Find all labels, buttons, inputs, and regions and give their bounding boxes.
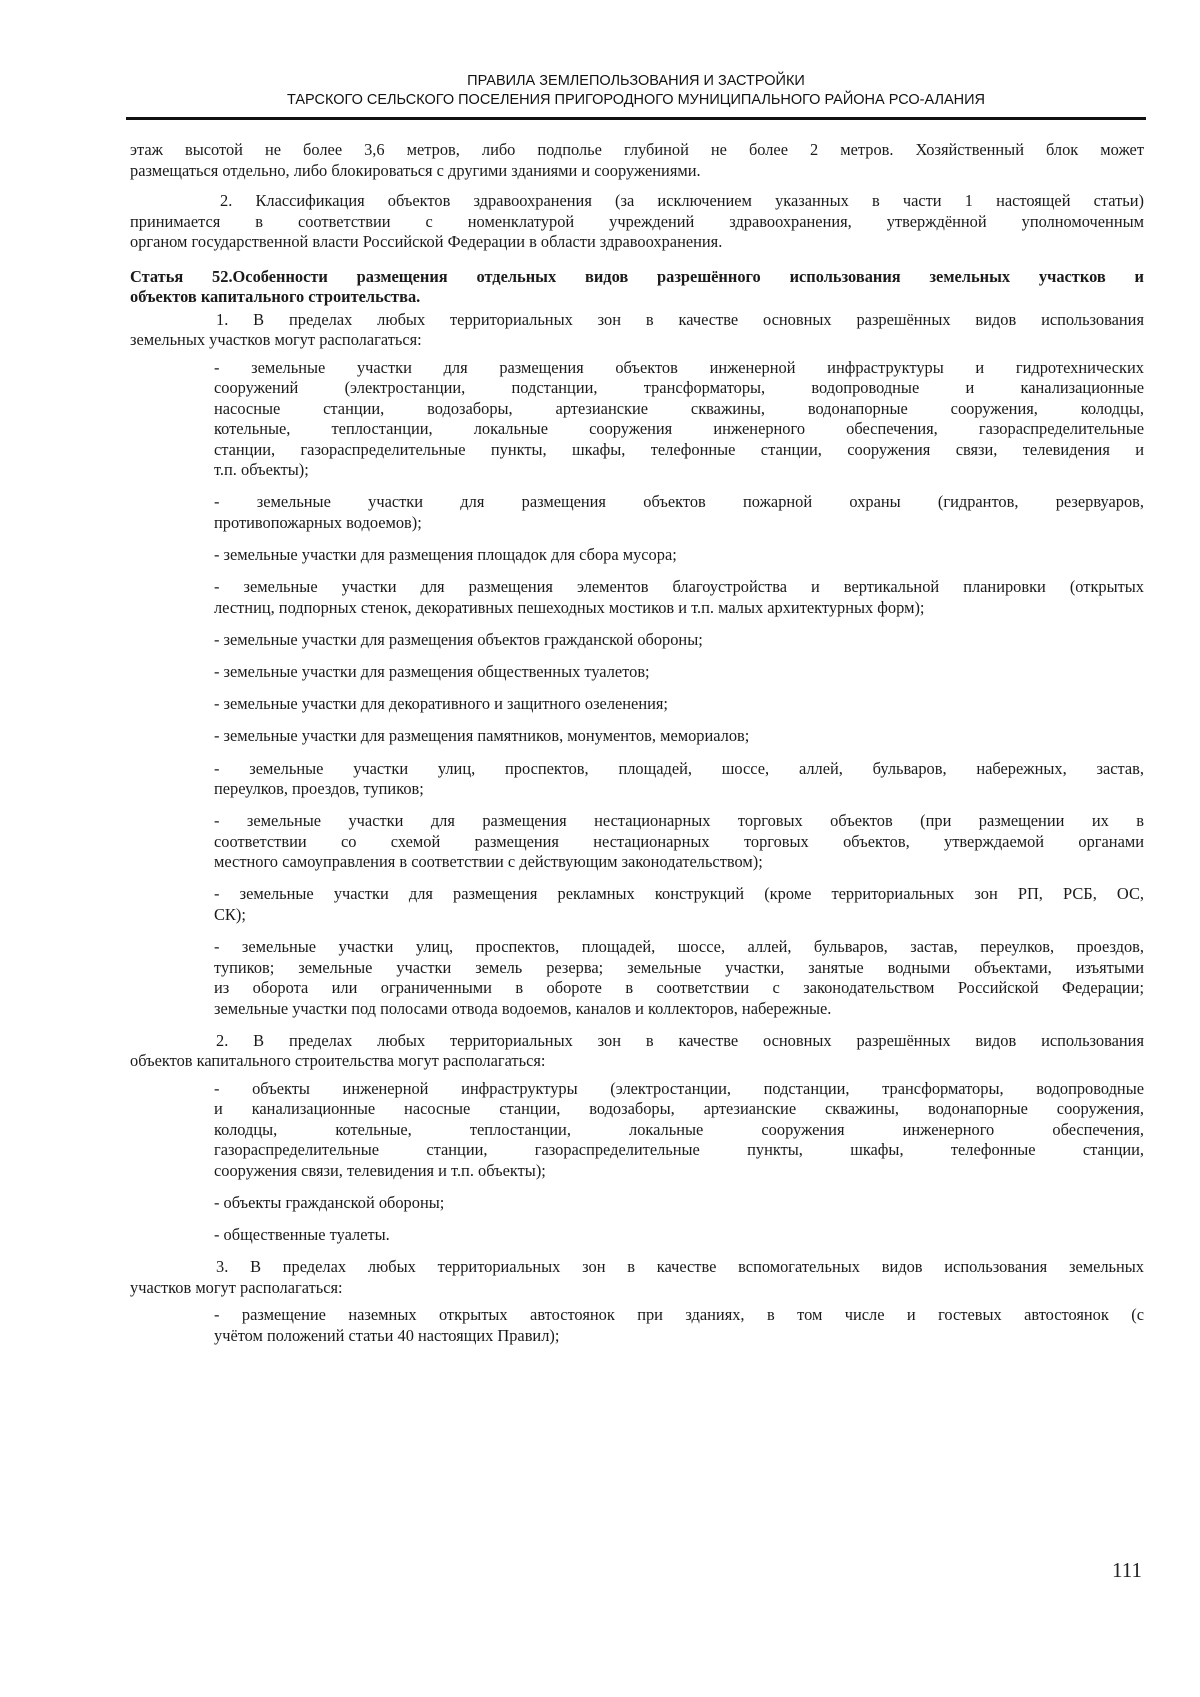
article-heading: [130, 267, 1144, 308]
section-1-list: [130, 358, 1144, 1020]
text-line: - объекты инженерной инфраструктуры (электростанции, подстанции, трансформаторы, водопроводные: [214, 1078, 1144, 1098]
text-line: станции, газораспределительные пункты, шкафы, телефонные станции, сооружения связи, телевидения и: [214, 439, 1144, 459]
text-line: - земельные участки для декоративного и защитного озеленения;: [214, 694, 668, 714]
text-line: - земельные участки для размещения общественных туалетов;: [214, 661, 650, 681]
list-item: [214, 1193, 1144, 1214]
list-item: [214, 577, 1144, 618]
section-3-intro: [130, 1257, 1144, 1298]
text-line: лестниц, подпорных стенок, декоративных пешеходных мостиков и т.п. малых архитектурных форм);: [214, 597, 925, 617]
heading-line: Статья 52.Особенности размещения отдельных видов разрешённого использования земельных участков и: [130, 266, 1144, 286]
text-line: - земельные участки для размещения объектов пожарной охраны (гидрантов, резервуаров,: [214, 492, 1144, 512]
document-body: [130, 140, 1144, 1358]
list-item: [214, 492, 1144, 533]
section-3-list: [130, 1305, 1144, 1346]
text-line: учётом положений статьи 40 настоящих Правил);: [214, 1325, 560, 1345]
text-line: принимается в соответствии с номенклатурой учреждений здравоохранения, утверждённой уполномоченным: [130, 211, 1144, 231]
text-line: т.п. объекты);: [214, 460, 309, 479]
text-line: - земельные участки улиц, проспектов, площадей, шоссе, аллей, бульваров, набережных, застав,: [214, 758, 1144, 778]
text-line: - общественные туалеты.: [214, 1225, 390, 1245]
text-line: соответствии со схемой размещения нестационарных торговых объектов, утверждаемой органами: [214, 831, 1144, 851]
text-line: 2. В пределах любых территориальных зон в качестве основных разрешённых видов использования: [216, 1030, 1144, 1050]
text-line: участков могут располагаться:: [130, 1277, 343, 1297]
running-header: [128, 72, 1144, 110]
paragraph-classification: [130, 191, 1144, 253]
text-line: противопожарных водоемов);: [214, 512, 422, 532]
list-item: [214, 726, 1144, 747]
paragraph-continuation: [130, 140, 1144, 181]
page-number: 111: [1112, 1558, 1142, 1582]
text-line: органом государственной власти Российской Федерации в области здравоохранения.: [130, 232, 723, 251]
header-line-2: ТАРСКОГО СЕЛЬСКОГО ПОСЕЛЕНИЯ ПРИГОРОДНОГО МУНИЦИПАЛЬНОГО РАЙОНА РСО-АЛАНИЯ: [286, 92, 986, 108]
text-line: - земельные участки для размещения рекламных конструкций (кроме территориальных зон РП, РСБ, ОС,: [214, 884, 1144, 904]
text-line: из оборота или ограниченными в обороте в соответствии с законодательством Российской Федерации;: [214, 978, 1144, 998]
text-line: - объекты гражданской обороны;: [214, 1192, 445, 1212]
text-line: - земельные участки для размещения объектов гражданской обороны;: [214, 629, 703, 649]
list-item: [214, 811, 1144, 873]
list-item: [214, 1305, 1144, 1346]
header-rule: [126, 117, 1146, 120]
list-item: [214, 884, 1144, 925]
text-line: объектов капитального строительства могут располагаться:: [130, 1051, 546, 1071]
text-line: СК);: [214, 904, 246, 924]
list-item: [214, 358, 1144, 481]
list-item: [214, 759, 1144, 800]
text-line: - земельные участки для размещения нестационарных торговых объектов (при размещении их в: [214, 811, 1144, 831]
text-line: местного самоуправления в соответствии с действующим законодательством);: [214, 852, 763, 872]
list-item: [214, 937, 1144, 1019]
list-item: [214, 630, 1144, 651]
header-line-1: ПРАВИЛА ЗЕМЛЕПОЛЬЗОВАНИЯ И ЗАСТРОЙКИ: [467, 73, 805, 89]
text-line: 3. В пределах любых территориальных зон в качестве вспомогательных видов использования земельных: [216, 1257, 1144, 1277]
text-line: этаж высотой не более 3,6 метров, либо подполье глубиной не более 2 метров. Хозяйственный блок может: [130, 140, 1144, 159]
text-line: земельных участков могут располагаться:: [130, 330, 422, 349]
heading-line: объектов капитального строительства.: [130, 287, 421, 306]
list-item: [214, 1079, 1144, 1182]
text-line: - земельные участки улиц, проспектов, площадей, шоссе, аллей, бульваров, застав, переулков, проездов,: [214, 937, 1144, 957]
list-item: [214, 694, 1144, 715]
text-line: и канализационные насосные станции, водозаборы, артезианские скважины, водонапорные сооружения,: [214, 1099, 1144, 1119]
text-line: 2. Классификация объектов здравоохранения (за исключением указанных в части 1 настоящей статьи): [220, 191, 1144, 210]
section-2-list: [130, 1079, 1144, 1246]
text-line: земельные участки под полосами отвода водоемов, каналов и коллекторов, набережные.: [214, 998, 832, 1018]
text-line: насосные станции, водозаборы, артезианские скважины, водонапорные сооружения, колодцы,: [214, 398, 1144, 418]
section-2-intro: [130, 1031, 1144, 1072]
list-item: [214, 545, 1144, 566]
text-line: газораспределительные станции, газораспределительные пункты, шкафы, телефонные станции,: [214, 1140, 1144, 1160]
text-line: размещаться отдельно, либо блокироваться с другими зданиями и сооружениями.: [130, 160, 701, 180]
text-line: колодцы, котельные, теплостанции, локальные сооружения инженерного обеспечения,: [214, 1119, 1144, 1139]
text-line: котельные, теплостанции, локальные сооружения инженерного обеспечения, газораспределительные: [214, 419, 1144, 438]
section-1-intro: [130, 310, 1144, 351]
text-line: тупиков; земельные участки земель резерва; земельные участки, занятые водными объектами, изъятыми: [214, 957, 1144, 977]
list-item: [214, 662, 1144, 683]
text-line: - земельные участки для размещения памятников, монументов, мемориалов;: [214, 726, 750, 746]
text-line: переулков, проездов, тупиков;: [214, 779, 424, 798]
text-line: - земельные участки для размещения площадок для сбора мусора;: [214, 544, 677, 564]
text-line: сооружения связи, телевидения и т.п. объекты);: [214, 1160, 546, 1180]
text-line: - размещение наземных открытых автостоянок при зданиях, в том числе и гостевых автостоянок (с: [214, 1305, 1144, 1325]
text-line: 1. В пределах любых территориальных зон в качестве основных разрешённых видов использования: [216, 309, 1144, 329]
text-line: - земельные участки для размещения объектов инженерной инфраструктуры и гидротехнических: [214, 357, 1144, 377]
text-line: - земельные участки для размещения элементов благоустройства и вертикальной планировки (открытых: [214, 577, 1144, 597]
list-item: [214, 1225, 1144, 1246]
text-line: сооружений (электростанции, подстанции, трансформаторы, водопроводные и канализационные: [214, 378, 1144, 397]
